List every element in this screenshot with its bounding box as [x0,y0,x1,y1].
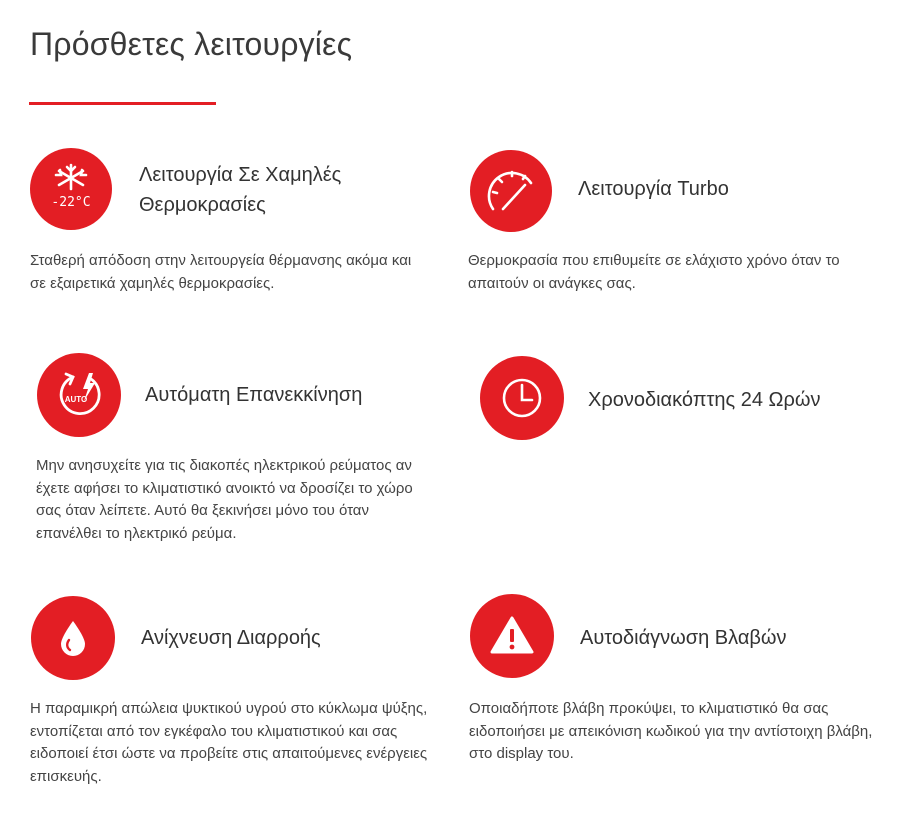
water-drop-icon [31,596,115,680]
auto-restart-icon [37,353,121,437]
title-underline [29,102,216,105]
icon-auto-label: AUTO [64,395,88,404]
snowflake-low-temp-icon [30,148,112,230]
warning-triangle-icon [470,594,554,678]
icon-temperature-label: -22°C [51,195,91,210]
feature-title: Χρονοδιακόπτης 24 Ωρών [588,389,821,411]
clock-icon [480,356,564,440]
feature-title: Αυτόματη Επανεκκίνηση [145,384,363,406]
feature-description: Η παραμικρή απώλεια ψυκτικού υγρού στο κύκλωμα ψύξης, εντοπίζεται από τον εγκέφαλο του κλιματιστικού και σας ειδοποιεί έτσι ώστε να προβείτε στις απαιτούμενες ενέργειες επισκευής. [30,700,428,785]
feature-title: Λειτουργία Turbo [578,178,729,200]
feature-title: Λειτουργία Σε Χαμηλές Θερμοκρασίες [139,164,342,216]
feature-description: Οποιαδήποτε βλάβη προκύψει, το κλιματιστικό θα σας ειδοποιήσει με απεικόνιση κωδικού για την αντίστοιχη βλάβη, στο display του. [469,700,873,762]
feature-description: Μην ανησυχείτε για τις διακοπές ηλεκτρικού ρεύματος αν έχετε αφήσει το κλιματιστικό ανοικτό να δροσίζει το χώρο σας όταν λείπετε. Αυτό θα ξεκινήσει μόνο του όταν επανέλθει το ηλεκτρικό ρεύμα. [36,457,413,542]
feature-title: Αυτοδιάγνωση Βλαβών [580,627,787,649]
page-title: Πρόσθετες λειτουργίες [30,26,353,62]
feature-title: Ανίχνευση Διαρροής [141,627,321,649]
feature-description: Θερμοκρασία που επιθυμείτε σε ελάχιστο χρόνο όταν το απαιτούν οι ανάγκες σας. [468,252,840,292]
feature-description: Σταθερή απόδοση στην λειτουργεία θέρμανσης ακόμα και σε εξαιρετικά χαμηλές θερμοκρασίες. [30,252,412,292]
speedometer-icon [470,150,552,232]
